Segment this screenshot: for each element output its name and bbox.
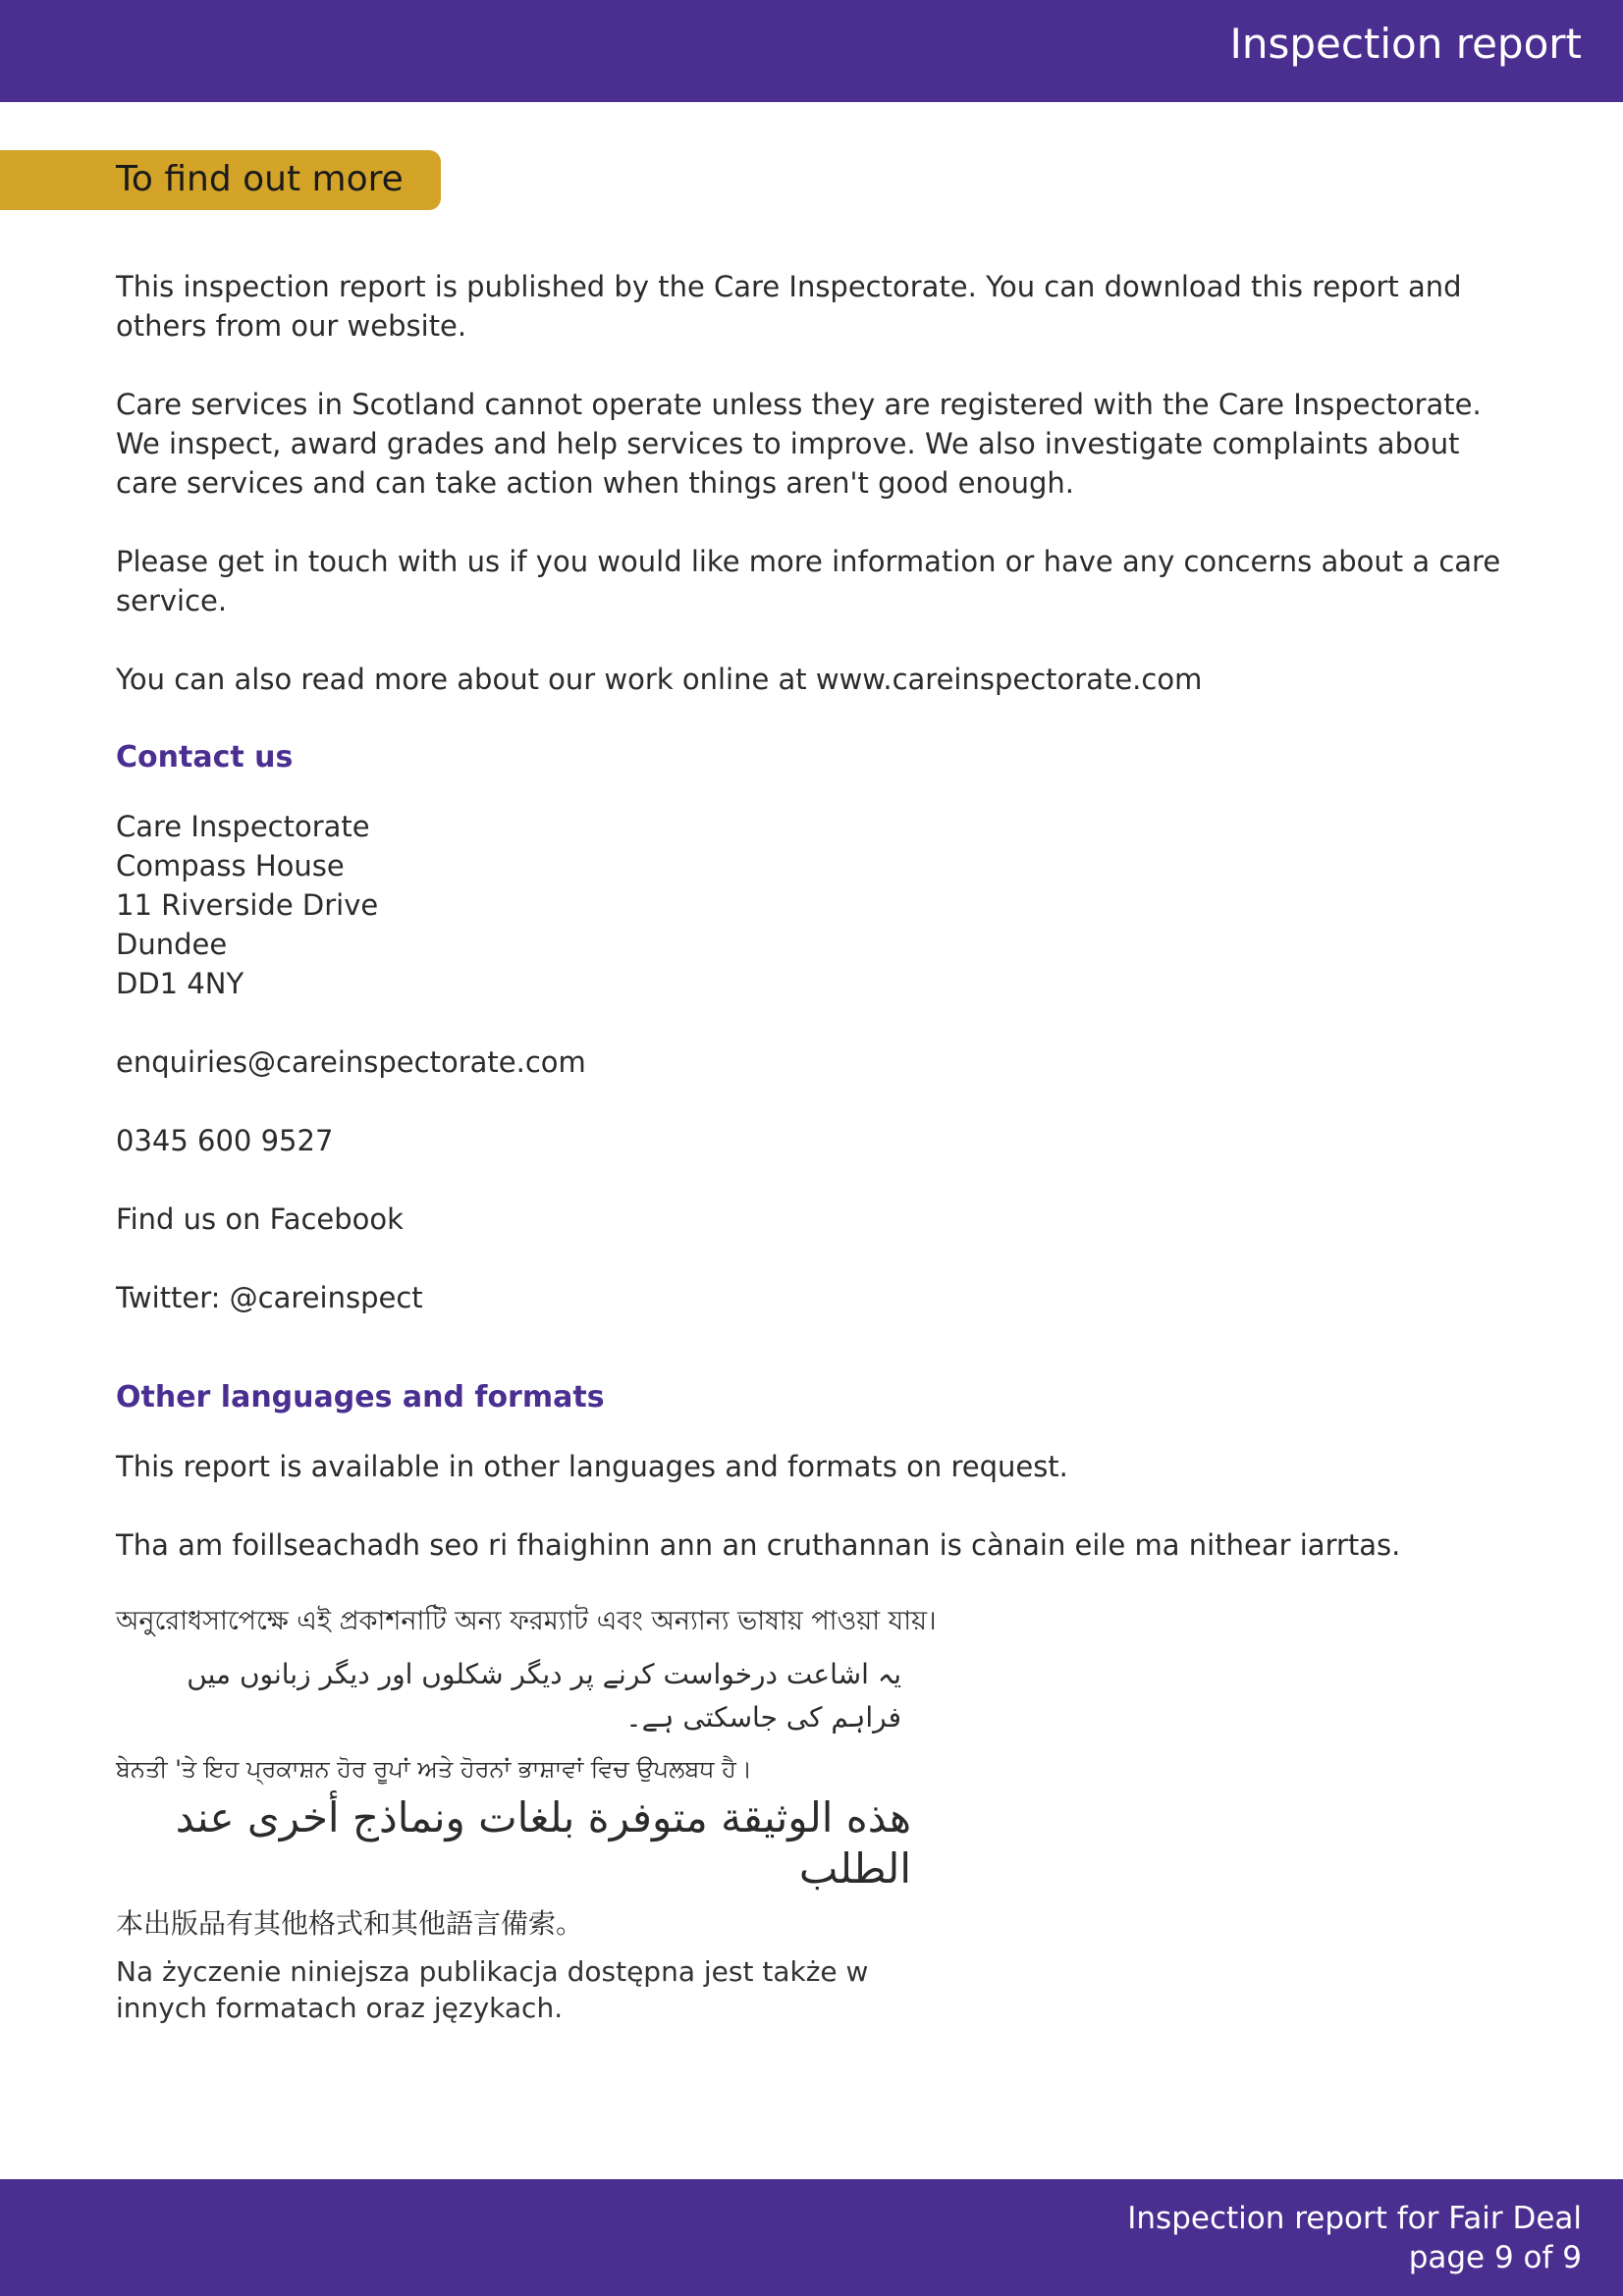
contact-phone: 0345 600 9527 <box>116 1124 334 1157</box>
intro-paragraph-3: Please get in touch with us if you would like more information or have any concerns about a care service. <box>116 545 1501 617</box>
languages-punjabi: ਬੇਨਤੀ 'ਤੇ ਇਹ ਪ੍ਰਕਾਸ਼ਨ ਹੋਰ ਰੂਪਾਂ ਅਤੇ ਹੋਰਨਾਂ ਭਾਸ਼ਾਵਾਂ ਵਿਚ ਉਪਲਬਧ ਹੈ। <box>116 1755 753 1783</box>
languages-urdu: یہ اشاعت درخواست کرنے پر دیگر شکلوں اور دیگر زبانوں میں فراہم کی جاسکتی ہے۔ <box>187 1658 901 1734</box>
address-line: Care Inspectorate <box>116 810 370 843</box>
footer-page-number: page 9 of 9 <box>1408 2240 1582 2275</box>
contact-heading: Contact us <box>116 740 294 774</box>
section-tab <box>0 150 441 210</box>
header-title: Inspection report <box>1229 20 1582 68</box>
languages-bengali: অনুরোধসাপেক্ষে এই প্রকাশনাটি অন্য ফরম্যাট এবং অন্যান্য ভাষায় পাওয়া যায়। <box>116 1606 937 1636</box>
contact-facebook[interactable]: Find us on Facebook <box>116 1202 404 1236</box>
intro-paragraph-1: This inspection report is published by the Care Inspectorate. You can download this report and others from our website. <box>116 270 1462 343</box>
header-bar <box>0 0 1623 102</box>
footer-report-title: Inspection report for Fair Deal <box>1127 2201 1582 2236</box>
languages-polish: Na życzenie niniejsza publikacja dostępna jest także w innych formatach oraz językach. <box>116 1955 869 2024</box>
languages-arabic: هذه الوثيقة متوفرة بلغات ونماذج أخرى عند الطلب <box>175 1793 911 1893</box>
intro-paragraph-2: Care services in Scotland cannot operate unless they are registered with the Care Inspectorate. We inspect, award grades and help services to improve. We also investigate complaints about care services and can take action when things aren't good enough. <box>116 388 1482 500</box>
contact-twitter[interactable]: Twitter: @careinspect <box>116 1281 423 1314</box>
languages-chinese: 本出版品有其他格式和其他語言備索。 <box>116 1907 584 1940</box>
languages-heading: Other languages and formats <box>116 1380 605 1415</box>
address-line: DD1 4NY <box>116 967 244 1000</box>
contact-email[interactable]: enquiries@careinspectorate.com <box>116 1045 586 1079</box>
intro-paragraph-4: You can also read more about our work online at www.careinspectorate.com <box>116 663 1203 696</box>
address-line: Dundee <box>116 928 228 961</box>
languages-gaelic: Tha am foillseachadh seo ri fhaighinn ann an cruthannan is cànain eile ma nithear iarrtas. <box>116 1528 1401 1562</box>
main-content <box>116 267 1510 2026</box>
section-tab-label: To find out more <box>116 159 404 199</box>
contact-address <box>116 807 1510 1003</box>
address-line: 11 Riverside Drive <box>116 888 379 922</box>
footer-bar <box>0 2179 1623 2296</box>
languages-english: This report is available in other languages and formats on request. <box>116 1450 1068 1483</box>
address-line: Compass House <box>116 849 345 882</box>
